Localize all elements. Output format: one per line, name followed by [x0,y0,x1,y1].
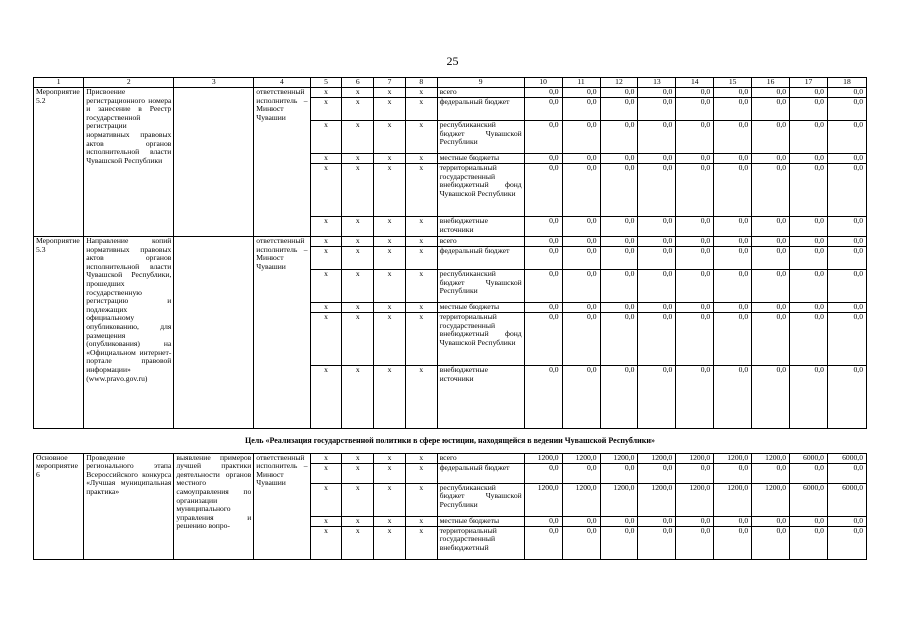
measure-code: Основное мероприятие 6 [34,453,84,559]
amount-cell: 0,0 [752,526,790,559]
header-cell: 14 [676,78,714,88]
amount-cell: 0,0 [562,270,600,303]
measure-result [174,237,254,429]
amount-cell: 0,0 [638,526,676,559]
amount-cell: 0,0 [714,164,752,217]
amount-cell: 0,0 [827,88,866,98]
amount-cell: 6000,0 [790,483,828,516]
table-row [34,237,867,247]
amount-cell: 0,0 [562,98,600,121]
header-cell: 2 [84,78,174,88]
measure-code: Мероприятие 5.2 [34,88,84,237]
amount-cell: 0,0 [600,217,638,237]
code-cell: x [342,98,374,121]
amount-cell: 0,0 [752,247,790,270]
header-cell: 5 [310,78,342,88]
amount-cell: 1200,0 [752,483,790,516]
amount-cell: 0,0 [714,463,752,483]
amount-cell: 0,0 [524,463,562,483]
amount-cell: 0,0 [676,237,714,247]
amount-cell: 0,0 [714,154,752,164]
header-cell: 18 [827,78,866,88]
amount-cell: 1200,0 [524,453,562,463]
amount-cell: 6000,0 [827,483,866,516]
header-cell: 3 [174,78,254,88]
code-cell: x [310,453,342,463]
funding-source: республиканский бюджет Чувашской Республики [437,483,524,516]
code-cell: x [374,463,406,483]
code-cell: x [374,98,406,121]
code-cell: x [342,516,374,526]
amount-cell: 1200,0 [752,453,790,463]
amount-cell: 0,0 [562,366,600,429]
code-cell: x [374,237,406,247]
amount-cell: 0,0 [676,164,714,217]
amount-cell: 0,0 [562,526,600,559]
amount-cell: 0,0 [600,366,638,429]
amount-cell: 0,0 [638,463,676,483]
amount-cell: 1200,0 [714,483,752,516]
amount-cell: 0,0 [752,164,790,217]
amount-cell: 0,0 [600,270,638,303]
amount-cell: 0,0 [638,217,676,237]
amount-cell: 0,0 [752,88,790,98]
amount-cell: 0,0 [524,303,562,313]
amount-cell: 0,0 [790,121,828,154]
table-row [34,88,867,98]
code-cell: x [342,463,374,483]
funding-source: внебюджетные источники [437,366,524,429]
code-cell: x [342,237,374,247]
amount-cell: 0,0 [638,98,676,121]
measure-name: Присвоение регистрационного номера и занесение в Реестр государственной регистрации нормативных правовых актов органов исполнительной власти Чувашской Республики [84,88,174,237]
header-cell: 10 [524,78,562,88]
header-cell: 16 [752,78,790,88]
amount-cell: 0,0 [714,217,752,237]
table-body [34,78,867,560]
amount-cell: 0,0 [524,237,562,247]
funding-source: территориальный государственный внебюджетный [437,526,524,559]
measure-executor: ответственный исполнитель – Минюст Чувашии [254,88,310,237]
table-row [34,453,867,463]
amount-cell: 0,0 [562,88,600,98]
code-cell: x [342,88,374,98]
code-cell: x [374,247,406,270]
amount-cell: 0,0 [600,154,638,164]
amount-cell: 0,0 [524,313,562,366]
amount-cell: 0,0 [562,313,600,366]
program-table [33,77,867,560]
code-cell: x [374,483,406,516]
amount-cell: 0,0 [752,516,790,526]
amount-cell: 0,0 [676,313,714,366]
header-cell: 9 [437,78,524,88]
amount-cell: 0,0 [676,463,714,483]
amount-cell: 0,0 [676,88,714,98]
amount-cell: 0,0 [790,270,828,303]
amount-cell: 0,0 [790,164,828,217]
code-cell: x [342,526,374,559]
amount-cell: 0,0 [638,366,676,429]
measure-name: Направление копий нормативных правовых актов органов исполнительной власти Чувашской Республики, прошедших государственную регистрацию и подлежащих официальному опубликованию, для размещения (опубликования) на «Официальном интернет-портале правовой информации» (www.pravo.gov.ru) [84,237,174,429]
funding-source: местные бюджеты [437,154,524,164]
code-cell: x [310,247,342,270]
amount-cell: 1200,0 [524,483,562,516]
amount-cell: 0,0 [790,463,828,483]
header-cell: 17 [790,78,828,88]
amount-cell: 0,0 [676,270,714,303]
amount-cell: 0,0 [524,88,562,98]
amount-cell: 0,0 [676,366,714,429]
amount-cell: 0,0 [790,88,828,98]
amount-cell: 0,0 [600,88,638,98]
amount-cell: 0,0 [638,516,676,526]
measure-result: выявление примеров лучшей практики деятельности органов местного самоуправления по организации муниципального управления и решению вопро- [174,453,254,559]
amount-cell: 0,0 [827,270,866,303]
amount-cell: 0,0 [790,516,828,526]
code-cell: x [374,154,406,164]
code-cell: x [374,164,406,217]
code-cell: x [310,164,342,217]
amount-cell: 0,0 [638,303,676,313]
amount-cell: 0,0 [827,121,866,154]
funding-source: местные бюджеты [437,516,524,526]
code-cell: x [405,453,437,463]
code-cell: x [310,483,342,516]
code-cell: x [374,270,406,303]
funding-source: федеральный бюджет [437,463,524,483]
amount-cell: 1200,0 [638,453,676,463]
code-cell: x [310,516,342,526]
amount-cell: 0,0 [827,526,866,559]
amount-cell: 0,0 [790,154,828,164]
header-cell: 15 [714,78,752,88]
header-cell: 1 [34,78,84,88]
amount-cell: 0,0 [600,463,638,483]
amount-cell: 0,0 [676,526,714,559]
funding-source: республиканский бюджет Чувашской Республики [437,270,524,303]
amount-cell: 0,0 [600,164,638,217]
amount-cell: 0,0 [638,88,676,98]
amount-cell: 0,0 [752,154,790,164]
amount-cell: 1200,0 [600,453,638,463]
code-cell: x [374,516,406,526]
amount-cell: 0,0 [600,526,638,559]
amount-cell: 1200,0 [676,453,714,463]
header-cell: 12 [600,78,638,88]
funding-source: местные бюджеты [437,303,524,313]
amount-cell: 0,0 [676,516,714,526]
amount-cell: 0,0 [638,121,676,154]
code-cell: x [405,303,437,313]
amount-cell: 0,0 [790,366,828,429]
header-cell: 4 [254,78,310,88]
code-cell: x [374,88,406,98]
funding-source: территориальный государственный внебюджетный фонд Чувашской Республики [437,164,524,217]
amount-cell: 0,0 [600,237,638,247]
funding-source: республиканский бюджет Чувашской Республики [437,121,524,154]
amount-cell: 0,0 [752,313,790,366]
amount-cell: 0,0 [714,247,752,270]
code-cell: x [310,366,342,429]
header-row [34,78,867,88]
header-cell: 6 [342,78,374,88]
funding-source: всего [437,453,524,463]
funding-source: территориальный государственный внебюджетный фонд Чувашской Республики [437,313,524,366]
amount-cell: 0,0 [827,303,866,313]
code-cell: x [310,270,342,303]
amount-cell: 1200,0 [562,453,600,463]
amount-cell: 0,0 [752,303,790,313]
code-cell: x [342,483,374,516]
amount-cell: 0,0 [752,463,790,483]
amount-cell: 1200,0 [714,453,752,463]
code-cell: x [374,366,406,429]
amount-cell: 0,0 [676,247,714,270]
funding-source: всего [437,237,524,247]
amount-cell: 0,0 [714,526,752,559]
code-cell: x [310,313,342,366]
amount-cell: 0,0 [790,237,828,247]
amount-cell: 0,0 [524,526,562,559]
amount-cell: 0,0 [638,270,676,303]
amount-cell: 6000,0 [790,453,828,463]
amount-cell: 0,0 [790,526,828,559]
amount-cell: 0,0 [562,154,600,164]
code-cell: x [310,526,342,559]
code-cell: x [405,247,437,270]
amount-cell: 0,0 [638,247,676,270]
amount-cell: 0,0 [827,164,866,217]
amount-cell: 1200,0 [638,483,676,516]
amount-cell: 0,0 [676,303,714,313]
amount-cell: 0,0 [524,516,562,526]
amount-cell: 0,0 [752,121,790,154]
amount-cell: 0,0 [562,217,600,237]
amount-cell: 0,0 [562,121,600,154]
amount-cell: 0,0 [827,237,866,247]
code-cell: x [342,303,374,313]
amount-cell: 0,0 [600,247,638,270]
amount-cell: 0,0 [600,303,638,313]
amount-cell: 0,0 [714,303,752,313]
amount-cell: 0,0 [714,237,752,247]
amount-cell: 0,0 [752,366,790,429]
header-cell: 8 [405,78,437,88]
measure-result [174,88,254,237]
amount-cell: 0,0 [714,516,752,526]
amount-cell: 0,0 [790,247,828,270]
code-cell: x [310,237,342,247]
header-cell: 13 [638,78,676,88]
code-cell: x [374,526,406,559]
code-cell: x [310,121,342,154]
amount-cell: 0,0 [600,98,638,121]
code-cell: x [342,121,374,154]
funding-source: федеральный бюджет [437,98,524,121]
header-cell: 11 [562,78,600,88]
amount-cell: 0,0 [524,154,562,164]
code-cell: x [310,303,342,313]
code-cell: x [342,270,374,303]
code-cell: x [310,154,342,164]
amount-cell: 0,0 [600,516,638,526]
code-cell: x [342,217,374,237]
code-cell: x [310,217,342,237]
amount-cell: 0,0 [790,98,828,121]
code-cell: x [374,453,406,463]
code-cell: x [310,98,342,121]
amount-cell: 0,0 [752,270,790,303]
amount-cell: 0,0 [790,217,828,237]
amount-cell: 1200,0 [562,483,600,516]
code-cell: x [405,516,437,526]
code-cell: x [405,483,437,516]
amount-cell: 0,0 [524,217,562,237]
amount-cell: 0,0 [714,98,752,121]
code-cell: x [405,164,437,217]
code-cell: x [310,463,342,483]
amount-cell: 0,0 [600,121,638,154]
code-cell: x [310,88,342,98]
measure-code: Мероприятие 5.3 [34,237,84,429]
amount-cell: 0,0 [790,303,828,313]
code-cell: x [405,237,437,247]
amount-cell: 0,0 [524,121,562,154]
amount-cell: 0,0 [752,217,790,237]
page-number: 25 [446,54,459,68]
measure-executor: ответственный исполнитель – Минюст Чувашии [254,453,310,559]
amount-cell: 1200,0 [600,483,638,516]
amount-cell: 0,0 [676,121,714,154]
amount-cell: 0,0 [638,154,676,164]
code-cell: x [405,366,437,429]
code-cell: x [342,247,374,270]
amount-cell: 0,0 [827,154,866,164]
code-cell: x [405,88,437,98]
amount-cell: 0,0 [638,313,676,366]
amount-cell: 0,0 [827,366,866,429]
code-cell: x [405,463,437,483]
amount-cell: 0,0 [524,366,562,429]
amount-cell: 0,0 [714,270,752,303]
code-cell: x [374,313,406,366]
amount-cell: 0,0 [562,164,600,217]
measure-name: Проведение регионального этапа Всероссийского конкурса «Лучшая муниципальная практика» [84,453,174,559]
amount-cell: 0,0 [714,313,752,366]
amount-cell: 0,0 [524,164,562,217]
amount-cell: 0,0 [562,516,600,526]
code-cell: x [405,270,437,303]
header-cell: 7 [374,78,406,88]
amount-cell: 0,0 [827,463,866,483]
amount-cell: 0,0 [562,247,600,270]
code-cell: x [342,366,374,429]
funding-source: внебюджетные источники [437,217,524,237]
amount-cell: 0,0 [524,270,562,303]
amount-cell: 0,0 [676,98,714,121]
code-cell: x [405,526,437,559]
code-cell: x [342,154,374,164]
code-cell: x [342,313,374,366]
amount-cell: 0,0 [600,313,638,366]
funding-source: всего [437,88,524,98]
goal-row [34,429,867,454]
funding-source: федеральный бюджет [437,247,524,270]
code-cell: x [374,303,406,313]
amount-cell: 0,0 [562,303,600,313]
amount-cell: 0,0 [714,121,752,154]
code-cell: x [405,217,437,237]
amount-cell: 0,0 [827,516,866,526]
amount-cell: 0,0 [562,237,600,247]
amount-cell: 0,0 [752,237,790,247]
code-cell: x [405,121,437,154]
amount-cell: 0,0 [638,164,676,217]
amount-cell: 1200,0 [676,483,714,516]
amount-cell: 0,0 [827,313,866,366]
code-cell: x [342,453,374,463]
amount-cell: 0,0 [827,217,866,237]
code-cell: x [405,98,437,121]
amount-cell: 6000,0 [827,453,866,463]
amount-cell: 0,0 [714,88,752,98]
code-cell: x [405,154,437,164]
amount-cell: 0,0 [524,247,562,270]
amount-cell: 0,0 [524,98,562,121]
measure-executor: ответственный исполнитель – Минюст Чувашии [254,237,310,429]
amount-cell: 0,0 [790,313,828,366]
amount-cell: 0,0 [752,98,790,121]
code-cell: x [405,313,437,366]
amount-cell: 0,0 [827,247,866,270]
amount-cell: 0,0 [827,98,866,121]
amount-cell: 0,0 [676,154,714,164]
code-cell: x [374,217,406,237]
amount-cell: 0,0 [676,217,714,237]
amount-cell: 0,0 [638,237,676,247]
code-cell: x [342,164,374,217]
amount-cell: 0,0 [714,366,752,429]
goal-heading: Цель «Реализация государственной политики в сфере юстиции, находящейся в ведении Чувашской Республики» [244,436,655,445]
amount-cell: 0,0 [562,463,600,483]
code-cell: x [374,121,406,154]
